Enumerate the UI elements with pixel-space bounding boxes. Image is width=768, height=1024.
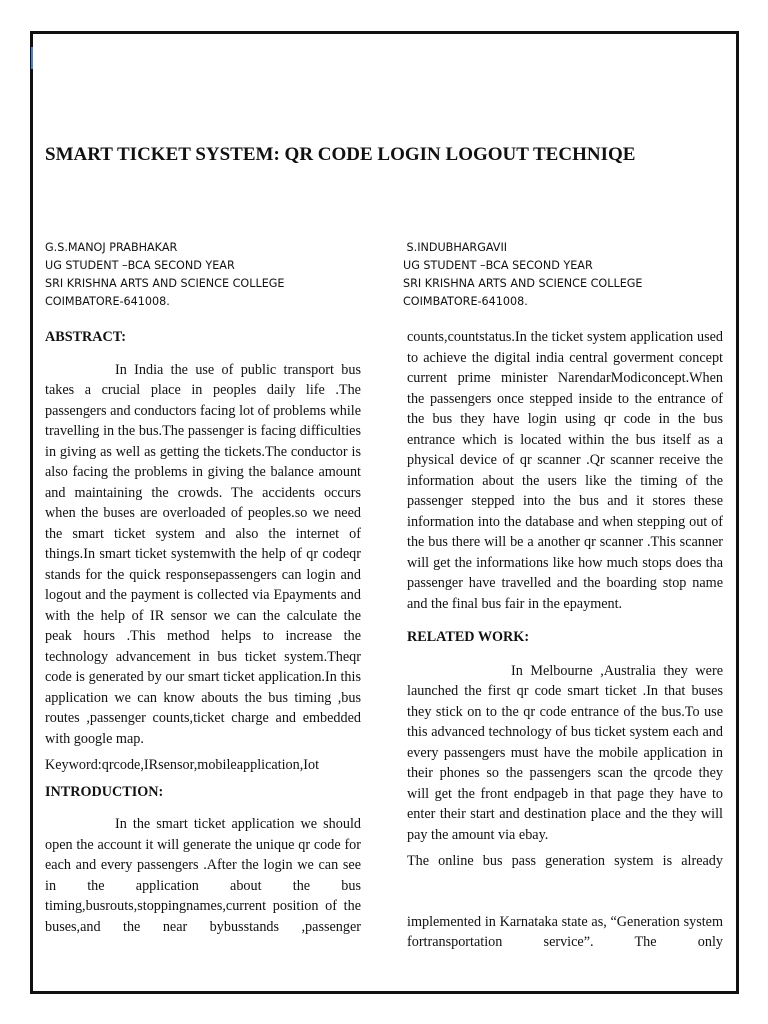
introduction-text: In the smart ticket application we should open the account it will generate the unique qr code for each and every passengers .After the login we can see in the application about the bus timing,busrouts,stoppingnames,current position of the buses,and the near bybusstands ,passenger <box>45 816 361 935</box>
abstract-heading: ABSTRACT: <box>45 329 126 345</box>
paper-title: SMART TICKET SYSTEM: QR CODE LOGIN LOGOUT TECHNIQE <box>45 144 636 165</box>
related-work-text-2: The online bus pass generation system is already <box>407 853 723 869</box>
abstract-text: In India the use of public transport bus takes a crucial place in peoples daily life .The passengers and conductors facing lot of problems while travelling in the bus.The passenger is facing difficulties in giving as well as getting the tickets.The conductor is also facing the problems in giving the balance amount and maintaining the crowds. The accidents occurs when the buses are overloaded of peoples.so we need the smart ticket system and also the internet of things.In smart ticket systemwith the help of qr codeqr stands for the quick responsepassengers can login and logout and the payment is collected via Epayments and with the help of IR sensor we can the calculate the peak hours .This method helps to increase the technology advancement in bus ticket system.Theqr code is generated by our smart ticket application.In this application we can know abouts the bus timing ,bus routes ,passenger counts,ticket charge and embedded with google map. <box>45 361 361 747</box>
related-work-heading: RELATED WORK: <box>407 629 530 645</box>
author-block-2 <box>403 239 733 311</box>
author-city: COIMBATORE-641008. <box>403 295 528 308</box>
keyword-line: Keyword:qrcode,IRsensor,mobileapplication,Iot <box>45 757 320 773</box>
related-work-text: In Melbourne ,Australia they were launched the first qr code smart ticket .In that buses they stick on to the qr code entrance of the bus.To use this advanced technology of bus ticket system each and every passengers must have the mobile application in their phones so the passengers scan the qrcode they will get the front endpageb in that page they have to enter their start and destination place and the they will pay the amount via ebay. <box>407 662 723 843</box>
right-column <box>407 327 723 953</box>
author-city: COIMBATORE-641008. <box>45 295 170 308</box>
text-cursor <box>31 47 33 69</box>
author-college: SRI KRISHNA ARTS AND SCIENCE COLLEGE <box>45 277 285 290</box>
author-role: UG STUDENT –BCA SECOND YEAR <box>403 259 593 272</box>
continuation-text: counts,countstatus.In the ticket system application used to achieve the digital india central goverment concept current prime minister NarendarModiconcept.When the passengers once stepped inside to the entrance of the bus they have login using qr code in the bus entrance which is located within the bus itself as a physical device of qr scanner .Qr scanner receive the information about the users like the timing of the passenger stepped into the bus and it stores these information into the database and when stepping out of the bus there will be a another qr scanner .This scanner will get the informations like how much stops does tha passenger have travelled and the boarding stop name and the final bus fair in the epayment. <box>407 329 723 612</box>
author-role: UG STUDENT –BCA SECOND YEAR <box>45 259 235 272</box>
author-block-1 <box>45 239 375 311</box>
author-college: SRI KRISHNA ARTS AND SCIENCE COLLEGE <box>403 277 643 290</box>
author-name: G.S.MANOJ PRABHAKAR <box>45 241 178 254</box>
left-column <box>45 327 361 937</box>
related-work-text-3: implemented in Karnataka state as, “Generation system fortransportation service”. The only <box>407 913 723 950</box>
introduction-heading: INTRODUCTION: <box>45 783 164 800</box>
author-name: S.INDUBHARGAVII <box>403 241 508 254</box>
